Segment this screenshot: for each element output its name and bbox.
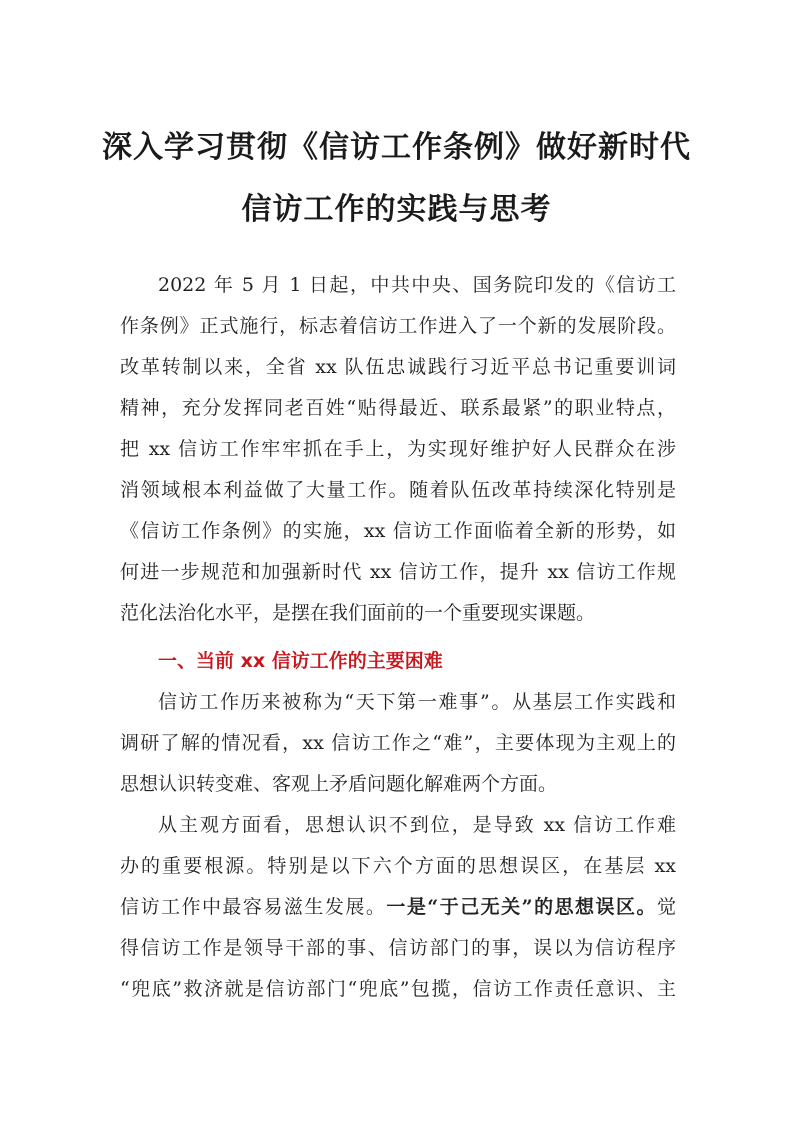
paragraph-1-line-7: 《信访工作条例》的实施，xx 信访工作面临着全新的形势，如 <box>120 520 676 542</box>
paragraph-1-line-2: 作条例》正式施行，标志着信访工作进入了一个新的发展阶段。 <box>120 315 676 337</box>
document-title-line-2: 信访工作的实践与思考 <box>241 192 552 227</box>
paragraph-1-line-3: 改革转制以来，全省 xx 队伍忠诚践行习近平总书记重要训词 <box>120 356 676 378</box>
paragraph-1-line-4: 精神，充分发挥同老百姓“贴得最近、联系最紧”的职业特点， <box>120 397 676 419</box>
paragraph-1-line-9: 范化法治化水平，是摆在我们面前的一个重要现实课题。 <box>120 602 596 624</box>
document-title-line-1: 深入学习贯彻《信访工作条例》做好新时代 <box>102 130 691 165</box>
section-heading: 一、当前 xx 信访工作的主要困难 <box>158 650 443 672</box>
paragraph-3-line-3 <box>120 893 676 921</box>
paragraph-1-line-6: 消领域根本利益做了大量工作。随着队伍改革持续深化特别是 <box>120 479 676 501</box>
paragraph-3-line-3-text: 信访工作中最容易滋生发展。 <box>120 896 387 918</box>
paragraph-2-line-2: 调研了解的情况看，xx 信访工作之“难”，主要体现为主观上的 <box>120 732 676 754</box>
paragraph-1-line-5: 把 xx 信访工作牢牢抓在手上，为实现好维护好人民群众在涉 <box>120 438 676 460</box>
paragraph-1-line-1: 2022 年 5 月 1 日起，中共中央、国务院印发的《信访工 <box>158 274 676 296</box>
paragraph-3-emphasis: 一是“于己无关”的思想误区。 <box>386 896 657 918</box>
paragraph-3-line-2: 办的重要根源。特别是以下六个方面的思想误区，在基层 xx <box>120 855 676 877</box>
paragraph-3-line-1: 从主观方面看，思想认识不到位，是导致 xx 信访工作难 <box>158 814 676 836</box>
paragraph-1-line-8: 何进一步规范和加强新时代 xx 信访工作，提升 xx 信访工作规 <box>120 561 676 583</box>
paragraph-2-line-3: 思想认识转变难、客观上矛盾问题化解难两个方面。 <box>120 773 558 795</box>
paragraph-3-line-3-tail: 觉 <box>656 896 676 918</box>
paragraph-3-line-4: 得信访工作是领导干部的事、信访部门的事，误以为信访程序 <box>120 937 676 959</box>
paragraph-3-line-5: “兜底”救济就是信访部门“兜底”包揽，信访工作责任意识、主 <box>120 978 676 1000</box>
paragraph-2-line-1: 信访工作历来被称为“天下第一难事”。从基层工作实践和 <box>158 691 676 713</box>
